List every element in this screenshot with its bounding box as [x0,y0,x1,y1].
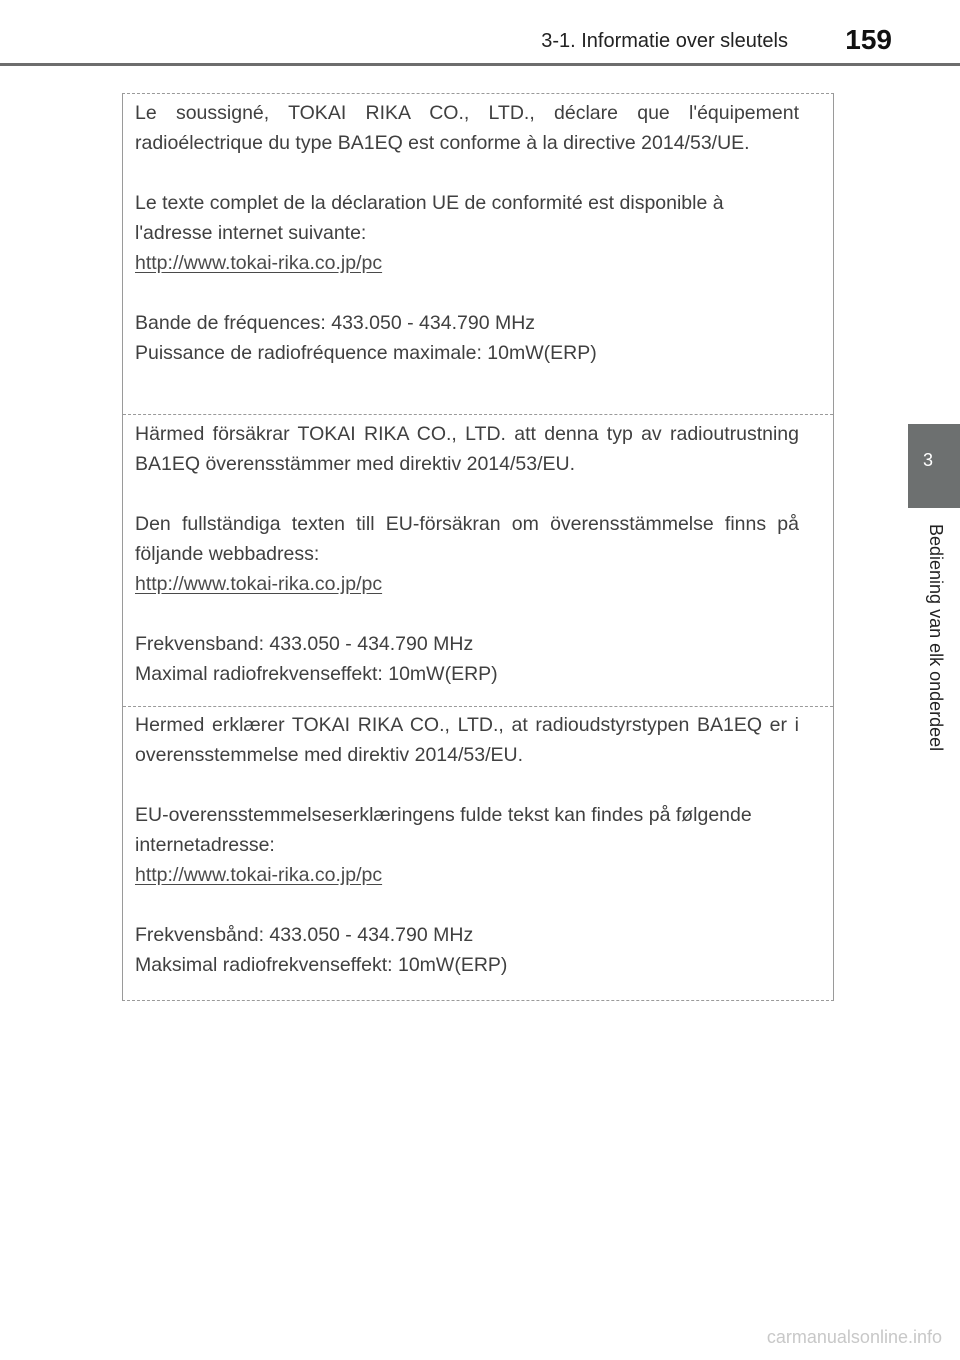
availability-text: Den fullständiga texten till EU-försäkran om överensstämmelse finns på följande webbadress: [135,513,799,565]
declaration-text: Le soussigné, TOKAI RIKA CO., LTD., déclare que l'équipement radioélectrique du type BA1EQ est conforme à la directive 2014/53/UE. [135,102,799,154]
declaration-link[interactable]: http://www.tokai-rika.co.jp/pc [135,864,383,886]
conformity-notice-box [122,93,834,1001]
declaration-section-swedish [135,419,799,689]
declaration-link[interactable]: http://www.tokai-rika.co.jp/pc [135,252,383,274]
max-power-text: Puissance de radiofréquence maximale: 10mW(ERP) [135,342,597,364]
declaration-link[interactable]: http://www.tokai-rika.co.jp/pc [135,573,383,595]
header-divider [0,63,960,66]
frequency-band-text: Bande de fréquences: 433.050 - 434.790 MHz [135,312,536,334]
page-header [0,0,960,66]
section-divider [123,706,833,707]
page-number: 159 [845,24,892,55]
availability-text: Le texte complet de la déclaration UE de conformité est disponible à l'adresse internet suivante: [135,192,724,244]
chapter-label: Bediening van elk onderdeel [926,524,946,752]
chapter-number: 3 [922,450,933,470]
declaration-text: Hermed erklærer TOKAI RIKA CO., LTD., at radioudstyrstypen BA1EQ er i overensstemmelse med direktiv 2014/53/EU. [135,714,799,766]
max-power-text: Maksimal radiofrekvenseffekt: 10mW(ERP) [135,954,508,976]
section-title: 3-1. Informatie over sleutels [541,30,788,52]
chapter-tab [908,424,960,508]
site-watermark: carmanualsonline.info [766,1327,942,1347]
max-power-text: Maximal radiofrekvenseffekt: 10mW(ERP) [135,663,498,685]
frequency-band-text: Frekvensband: 433.050 - 434.790 MHz [135,633,474,655]
availability-text: EU-overensstemmelseserklæringens fulde tekst kan findes på følgende internetadresse: [135,804,752,856]
frequency-band-text: Frekvensbånd: 433.050 - 434.790 MHz [135,924,474,946]
declaration-section-danish [135,710,799,980]
declaration-section-french [135,98,799,368]
section-divider [123,414,833,415]
declaration-text: Härmed försäkrar TOKAI RIKA CO., LTD. att denna typ av radioutrustning BA1EQ överensstämmer med direktiv 2014/53/EU. [135,423,799,475]
